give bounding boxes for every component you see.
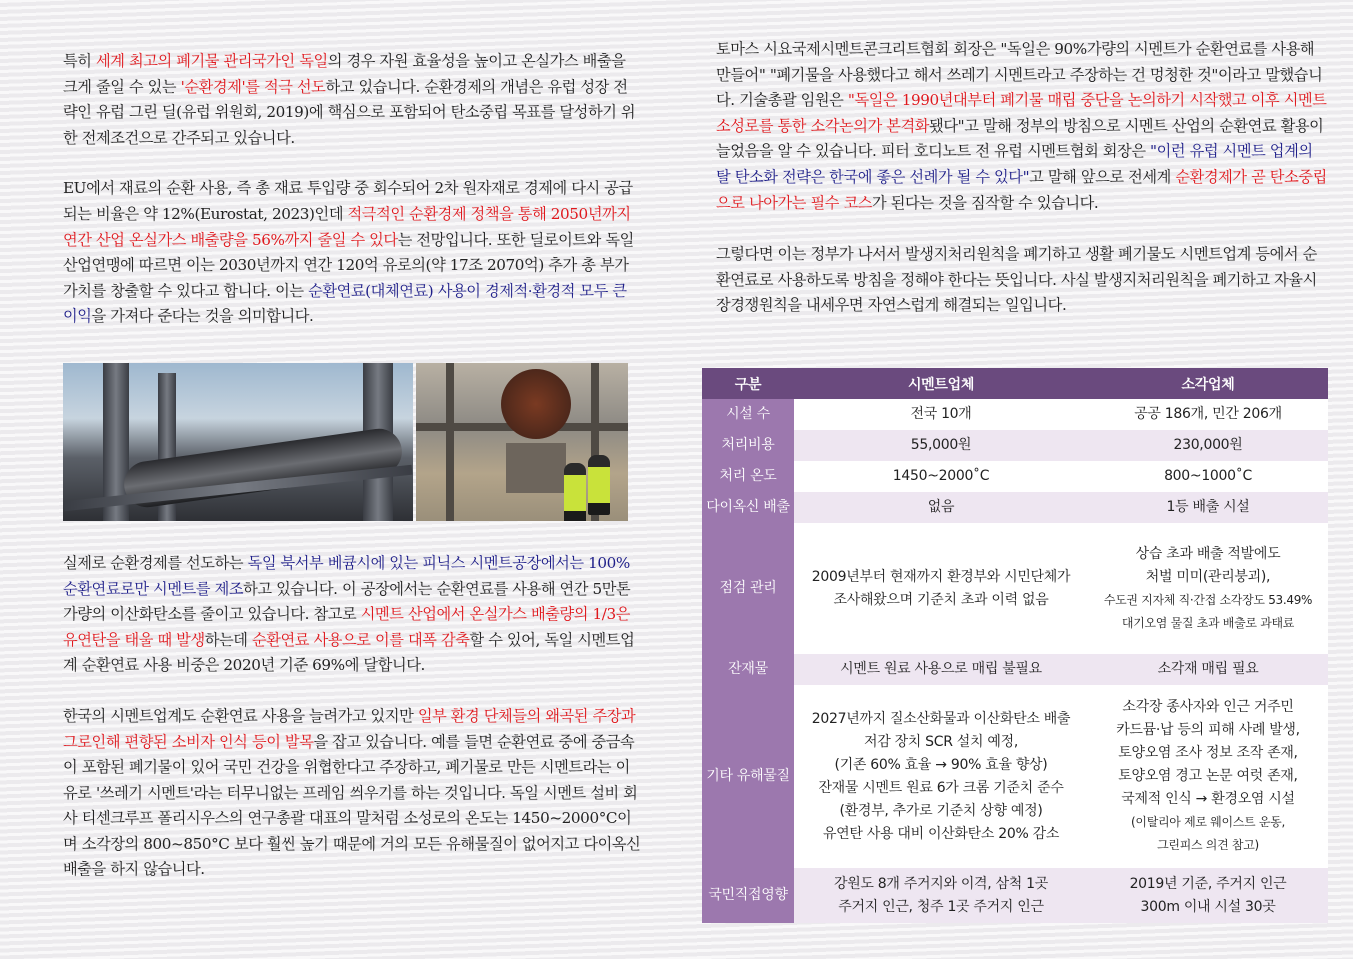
incinerator-cell	[1088, 654, 1328, 685]
left-column	[63, 49, 641, 883]
incinerator-cell	[1088, 399, 1328, 430]
cell-line: 55,000원	[910, 437, 972, 453]
cell-line: 300m 이내 시설 30곳	[1140, 898, 1276, 915]
table-row	[702, 399, 1328, 430]
highlight-red: 순환연료 사용으로 이를 대폭 감축	[251, 630, 470, 649]
cell-line: 1450~2000˚C	[892, 468, 990, 484]
cement-cell	[794, 461, 1088, 492]
table-row	[702, 685, 1328, 868]
cell-line: 주거지 인근, 청주 1곳 주거지 인근	[838, 898, 1044, 915]
body-text: 할 수 있어, 독일 시멘트업계 순환연료 사용 비중은 2020년 기준 69%에 달합니다.	[63, 630, 635, 675]
table-row	[702, 492, 1328, 523]
body-text: 의 경우 자원 효율성을 높이고 온실가스 배출을 크게 줄일 수 있는	[63, 52, 626, 96]
cement-cell	[794, 399, 1088, 430]
cell-line: 800~1000˚C	[1164, 468, 1252, 484]
table-header-row	[702, 368, 1328, 399]
incinerator-cell	[1088, 685, 1328, 868]
cell-line: 저감 장치 SCR 설치 예정,	[863, 733, 1019, 750]
row-label: 다이옥신 배출	[702, 492, 794, 523]
header-category: 구분	[702, 368, 794, 399]
highlight-blue: 독일 북서부 베큠시에 있는 피닉스 시멘트공장에서는 100% 순환연료로만 시멘트를 제조	[63, 553, 630, 598]
cell-line: 그린피스 의견 참고)	[1157, 838, 1259, 852]
cell-line: 토양오염 조사 정보 조작 존재,	[1118, 745, 1298, 761]
cell-line: 국제적 인식 → 환경오염 시설	[1121, 791, 1295, 807]
table-row	[702, 523, 1328, 654]
highlight-red: 순환경제가 곧 탄소중립으로 나아가는 필수 코스	[716, 167, 1327, 212]
incinerator-cell	[1088, 523, 1328, 654]
comparison-table-wrap	[702, 350, 1328, 923]
left-paragraph-3	[63, 551, 641, 679]
highlight-red: 시멘트 산업에서 온실가스 배출량의 1/3은 유연탄을 태울 때 발생	[63, 605, 631, 649]
row-label: 처리비용	[702, 430, 794, 461]
body-text: 하고 있습니다. 순환경제의 개념은 유럽 성장 전략인 유럽 그린 딜(유럽 위원회, 2019)에 핵심으로 포함되어 탄소중립 목표를 달성하기 위한 전제조건으로 간주되고 있습니다.	[63, 77, 636, 147]
cell-line: 소각장 종사자와 인근 거주민	[1122, 699, 1294, 715]
right-paragraph-1	[716, 37, 1328, 216]
cell-line: 조사해왔으며 기준치 초과 이력 없음	[833, 591, 1049, 608]
cell-line: (이탈리아 제로 웨이스트 운동,	[1131, 815, 1285, 829]
cell-line: 카드뮴·납 등의 피해 사례 발생,	[1116, 722, 1300, 738]
body-text: 한국의 시멘트업계도 순환연료 사용을 늘려가고 있지만	[63, 706, 418, 725]
row-label: 처리 온도	[702, 461, 794, 492]
table-row	[702, 868, 1328, 923]
cell-line: 상습 초과 배출 적발에도	[1135, 545, 1281, 562]
table-body	[702, 399, 1328, 923]
incinerator-cell	[1088, 868, 1328, 923]
right-paragraph-2	[716, 242, 1328, 319]
cement-cell	[794, 868, 1088, 923]
body-text: EU에서 재료의 순환 사용, 즉 총 재료 투입량 중 회수되어 2차 원자재로 경제에 다시 공급되는 비율은 약 12%(Eurostat, 2023)인데	[63, 179, 633, 223]
cell-line: 2019년 기준, 주거지 인근	[1129, 875, 1287, 892]
row-label: 기타 유해물질	[702, 685, 794, 868]
cement-cell	[794, 430, 1088, 461]
cement-plant-exterior-photo	[63, 363, 413, 521]
cell-line: 전국 10개	[910, 406, 972, 422]
table-row	[702, 461, 1328, 492]
header-incinerator: 소각업체	[1088, 368, 1328, 399]
row-label: 점검 관리	[702, 523, 794, 654]
body-text: 가 된다는 것을 짐작할 수 있습니다.	[872, 193, 1099, 212]
cement-cell	[794, 492, 1088, 523]
cell-line: 토양오염 경고 논문 여럿 존재,	[1118, 768, 1298, 784]
left-paragraph-4	[63, 704, 641, 883]
incinerator-cell	[1088, 461, 1328, 492]
comparison-table	[702, 368, 1328, 923]
kiln-interior-workers-photo	[416, 363, 628, 521]
cell-line: 없음	[927, 499, 955, 515]
body-text: 실제로 순환경제를 선도하는	[63, 553, 248, 572]
cell-line: 잔재물 시멘트 원료 6가 크롬 기준치 준수	[818, 779, 1064, 796]
body-text: 을 잡고 있습니다. 예를 들면 순환연료 중에 중금속이 포함된 폐기물이 있어 국민 건강을 위협한다고 주장하고, 폐기물로 만든 시멘트라는 이유로 '쓰레기 시멘트'라는 터무니없는 프레임 씌우기를 하는 것입니다. 독일 시멘트 설비 회사 티센크루프 폴리시우스의 연구총괄 대표의 말처럼 소성로의 온도는 1450~2000°C이며 소각장의 800~850°C 보다 훨씬 높기 때문에 거의 모든 유해물질이 없어지고 다이옥신 배출을 하지 않습니다.	[63, 732, 641, 879]
body-text: 토마스 시요국제시멘트콘크리트협회 회장은 "독일은 90%가량의 시멘트가 순환연료를 사용해 만들어" "폐기물을 사용했다고 해서 쓰레기 시멘트라고 주장하는 건 멍청한 것"이라고 말했습니다. 기술총괄 임원은	[716, 40, 1323, 110]
right-column	[716, 37, 1328, 319]
cell-line: (환경부, 추가로 기준치 상향 예정)	[839, 802, 1043, 819]
table-row	[702, 430, 1328, 461]
highlight-red: 세계 최고의 폐기물 관리국가인 독일	[95, 52, 328, 70]
body-text: 그렇다면 이는 정부가 나서서 발생지처리원칙을 폐기하고 생활 폐기물도 시멘트업계 등에서 순환연료로 사용하도록 방침을 정해야 한다는 뜻입니다. 사실 발생지처리원칙을 폐기하고 자율시장경쟁원칙을 내세우면 자연스럽게 해결되는 일입니다.	[716, 245, 1317, 315]
cement-cell	[794, 523, 1088, 654]
cell-line: 230,000원	[1173, 437, 1243, 453]
table-row	[702, 654, 1328, 685]
highlight-red: 적극적인 순환경제 정책을 통해 2050년까지 연간 산업 온실가스 배출량을 56%까지 줄일 수 있다	[63, 204, 631, 249]
header-cement: 시멘트업체	[794, 368, 1088, 399]
highlight-blue: "이런 유럽 시멘트 업계의 탈 탄소화 전략은 한국에 좋은 선례가 될 수 있다"	[716, 142, 1313, 186]
row-label: 잔재물	[702, 654, 794, 685]
body-text: 고 말해 앞으로 전세계	[1029, 167, 1176, 186]
incinerator-cell	[1088, 430, 1328, 461]
highlight-red: 일부 환경 단체들의 왜곡된 주장과 그로인해 편향된 소비자 인식 등이 발목	[63, 706, 636, 751]
cell-line: 소각재 매립 필요	[1157, 661, 1259, 677]
cell-line: 처벌 미미(관리붕괴),	[1145, 568, 1271, 585]
cell-line: 유연탄 사용 대비 이산화탄소 20% 감소	[822, 825, 1060, 842]
highlight-blue: 순환연료(대체연료) 사용이 경제적·환경적 모두 큰 이익	[63, 281, 627, 326]
body-text: 는 전망입니다. 또한 딜로이트와 독일 산업연맹에 따르면 이는 2030년까지 연간 120억 유로의(약 17조 2070억) 추가 총 부가가치를 창출할 수 있다고 합니다. 이는	[63, 230, 634, 300]
cell-line: 시멘트 원료 사용으로 매립 불필요	[840, 661, 1042, 677]
cell-line: 2027년까지 질소산화물과 이산화탄소 배출	[811, 710, 1071, 727]
cement-cell	[794, 654, 1088, 685]
cell-line: 2009년부터 현재까지 환경부와 시민단체가	[811, 568, 1071, 585]
incinerator-cell	[1088, 492, 1328, 523]
highlight-red: "독일은 1990년대부터 폐기물 매립 중단을 논의하기 시작했고 이후 시멘트 소성로를 통한 소각논의가 본격화	[716, 91, 1327, 135]
cell-line: 강원도 8개 주거지와 이격, 삼척 1곳	[833, 875, 1049, 892]
body-text: 특히	[63, 52, 96, 70]
cement-cell	[794, 685, 1088, 868]
row-label: 국민직접영향	[702, 868, 794, 923]
cell-line: 수도권 지자체 직·간접 소각장도 53.49%	[1103, 592, 1313, 607]
body-text: 됐다"고 말해 정부의 방침으로 시멘트 산업의 순환연료 활용이 늘었음을 알 수 있습니다. 피터 호디노트 전 유럽 시멘트협회 회장은	[716, 116, 1324, 161]
highlight-red: '순환경제'를 적극 선도	[180, 77, 326, 96]
cell-line: (기존 60% 효율 → 90% 효율 향상)	[834, 756, 1048, 773]
left-paragraph-1	[63, 49, 641, 151]
cell-line: 대기오염 물질 초과 배출로 과태료	[1121, 615, 1295, 630]
body-text: 하는데	[204, 630, 252, 649]
cell-line: 공공 186개, 민간 206개	[1134, 406, 1282, 422]
row-label: 시설 수	[702, 399, 794, 430]
cell-line: 1등 배출 시설	[1166, 499, 1250, 515]
body-text: 하고 있습니다. 이 공장에서는 순환연료를 사용해 연간 5만톤 가량의 이산화탄소를 줄이고 있습니다. 참고로	[63, 579, 631, 624]
photo-strip	[63, 363, 641, 521]
left-paragraph-2	[63, 176, 641, 330]
body-text: 을 가져다 준다는 것을 의미합니다.	[91, 307, 314, 326]
